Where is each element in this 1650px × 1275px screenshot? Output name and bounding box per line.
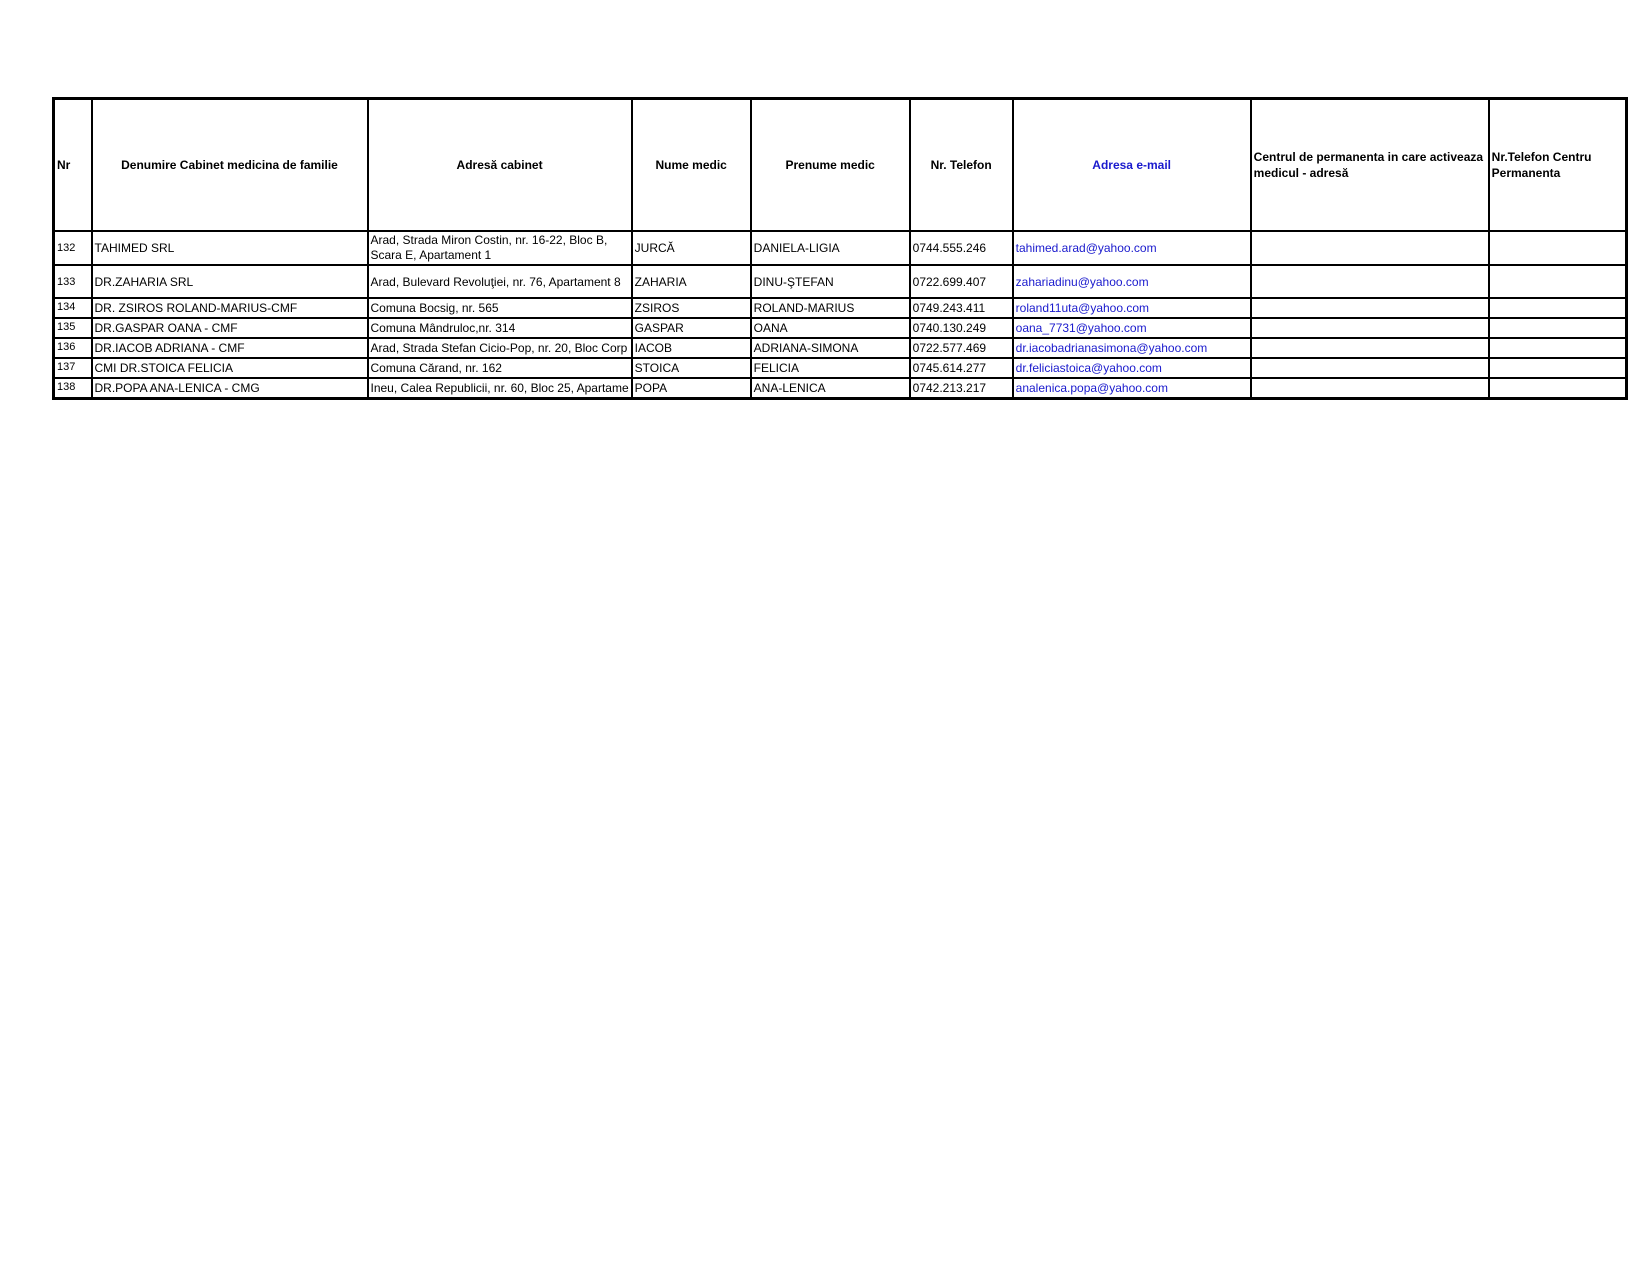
- cell-telefon-centru: [1489, 298, 1627, 318]
- cell-email[interactable]: dr.iacobadrianasimona@yahoo.com: [1013, 338, 1251, 358]
- cell-adresa: Arad, Strada Stefan Cicio-Pop, nr. 20, Bloc Corp: [368, 338, 632, 358]
- cell-cabinet: DR.POPA ANA-LENICA - CMG: [92, 378, 368, 399]
- cell-nr: 132: [54, 231, 92, 265]
- cell-prenume: ADRIANA-SIMONA: [751, 338, 910, 358]
- cell-cabinet: DR. ZSIROS ROLAND-MARIUS-CMF: [92, 298, 368, 318]
- header-telefon: Nr. Telefon: [910, 99, 1013, 232]
- cell-nume: GASPAR: [632, 318, 751, 338]
- cell-telefon-centru: [1489, 265, 1627, 298]
- cell-cabinet: DR.ZAHARIA SRL: [92, 265, 368, 298]
- cell-prenume: FELICIA: [751, 358, 910, 378]
- cell-centru: [1251, 298, 1489, 318]
- cell-cabinet: DR.GASPAR OANA - CMF: [92, 318, 368, 338]
- cell-telefon: 0740.130.249: [910, 318, 1013, 338]
- cell-nr: 134: [54, 298, 92, 318]
- cell-adresa: Arad, Strada Miron Costin, nr. 16-22, Bloc B, Scara E, Apartament 1: [368, 231, 632, 265]
- cell-centru: [1251, 358, 1489, 378]
- header-nume: Nume medic: [632, 99, 751, 232]
- cell-prenume: OANA: [751, 318, 910, 338]
- header-centru: Centrul de permanenta in care activeaza medicul - adresă: [1251, 99, 1489, 232]
- cell-email[interactable]: oana_7731@yahoo.com: [1013, 318, 1251, 338]
- table-row: [54, 265, 1627, 298]
- table-row: [54, 298, 1627, 318]
- cell-nume: ZSIROS: [632, 298, 751, 318]
- cell-telefon-centru: [1489, 318, 1627, 338]
- header-telefon-centru: Nr.Telefon Centru Permanenta: [1489, 99, 1627, 232]
- header-nr: Nr: [54, 99, 92, 232]
- cell-prenume: DANIELA-LIGIA: [751, 231, 910, 265]
- cell-email[interactable]: tahimed.arad@yahoo.com: [1013, 231, 1251, 265]
- table-row: [54, 378, 1627, 399]
- header-email: Adresa e-mail: [1013, 99, 1251, 232]
- cell-cabinet: TAHIMED SRL: [92, 231, 368, 265]
- cell-telefon-centru: [1489, 338, 1627, 358]
- cell-adresa: Comuna Bocsig, nr. 565: [368, 298, 632, 318]
- header-row: [54, 99, 1627, 232]
- table-row: [54, 318, 1627, 338]
- cell-telefon: 0722.699.407: [910, 265, 1013, 298]
- cell-centru: [1251, 231, 1489, 265]
- cell-cabinet: DR.IACOB ADRIANA - CMF: [92, 338, 368, 358]
- cell-telefon: 0745.614.277: [910, 358, 1013, 378]
- cell-email[interactable]: dr.feliciastoica@yahoo.com: [1013, 358, 1251, 378]
- table-row: [54, 358, 1627, 378]
- cell-nume: STOICA: [632, 358, 751, 378]
- cell-nume: ZAHARIA: [632, 265, 751, 298]
- header-cabinet: Denumire Cabinet medicina de familie: [92, 99, 368, 232]
- cell-prenume: ROLAND-MARIUS: [751, 298, 910, 318]
- cell-adresa: Comuna Mândruloc,nr. 314: [368, 318, 632, 338]
- cell-nr: 135: [54, 318, 92, 338]
- cell-telefon: 0744.555.246: [910, 231, 1013, 265]
- table-row: [54, 338, 1627, 358]
- cell-prenume: DINU-ŞTEFAN: [751, 265, 910, 298]
- cell-cabinet: CMI DR.STOICA FELICIA: [92, 358, 368, 378]
- cell-centru: [1251, 338, 1489, 358]
- cell-nr: 136: [54, 338, 92, 358]
- cell-nume: JURCĂ: [632, 231, 751, 265]
- cell-email[interactable]: roland11uta@yahoo.com: [1013, 298, 1251, 318]
- cell-centru: [1251, 265, 1489, 298]
- cell-nr: 133: [54, 265, 92, 298]
- cell-adresa: Arad, Bulevard Revoluţiei, nr. 76, Apartament 8: [368, 265, 632, 298]
- cell-nr: 138: [54, 378, 92, 399]
- cell-nume: IACOB: [632, 338, 751, 358]
- header-prenume: Prenume medic: [751, 99, 910, 232]
- cell-telefon: 0722.577.469: [910, 338, 1013, 358]
- cell-adresa: Comuna Cărand, nr. 162: [368, 358, 632, 378]
- cell-telefon-centru: [1489, 378, 1627, 399]
- cell-nume: POPA: [632, 378, 751, 399]
- cell-centru: [1251, 378, 1489, 399]
- cell-centru: [1251, 318, 1489, 338]
- cell-nr: 137: [54, 358, 92, 378]
- header-adresa: Adresă cabinet: [368, 99, 632, 232]
- cell-email[interactable]: analenica.popa@yahoo.com: [1013, 378, 1251, 399]
- cell-telefon: 0749.243.411: [910, 298, 1013, 318]
- cell-adresa: Ineu, Calea Republicii, nr. 60, Bloc 25, Apartame: [368, 378, 632, 399]
- cell-email[interactable]: zahariadinu@yahoo.com: [1013, 265, 1251, 298]
- doctors-table: [52, 97, 1628, 400]
- cell-telefon-centru: [1489, 358, 1627, 378]
- cell-telefon-centru: [1489, 231, 1627, 265]
- cell-prenume: ANA-LENICA: [751, 378, 910, 399]
- cell-telefon: 0742.213.217: [910, 378, 1013, 399]
- table-row: [54, 231, 1627, 265]
